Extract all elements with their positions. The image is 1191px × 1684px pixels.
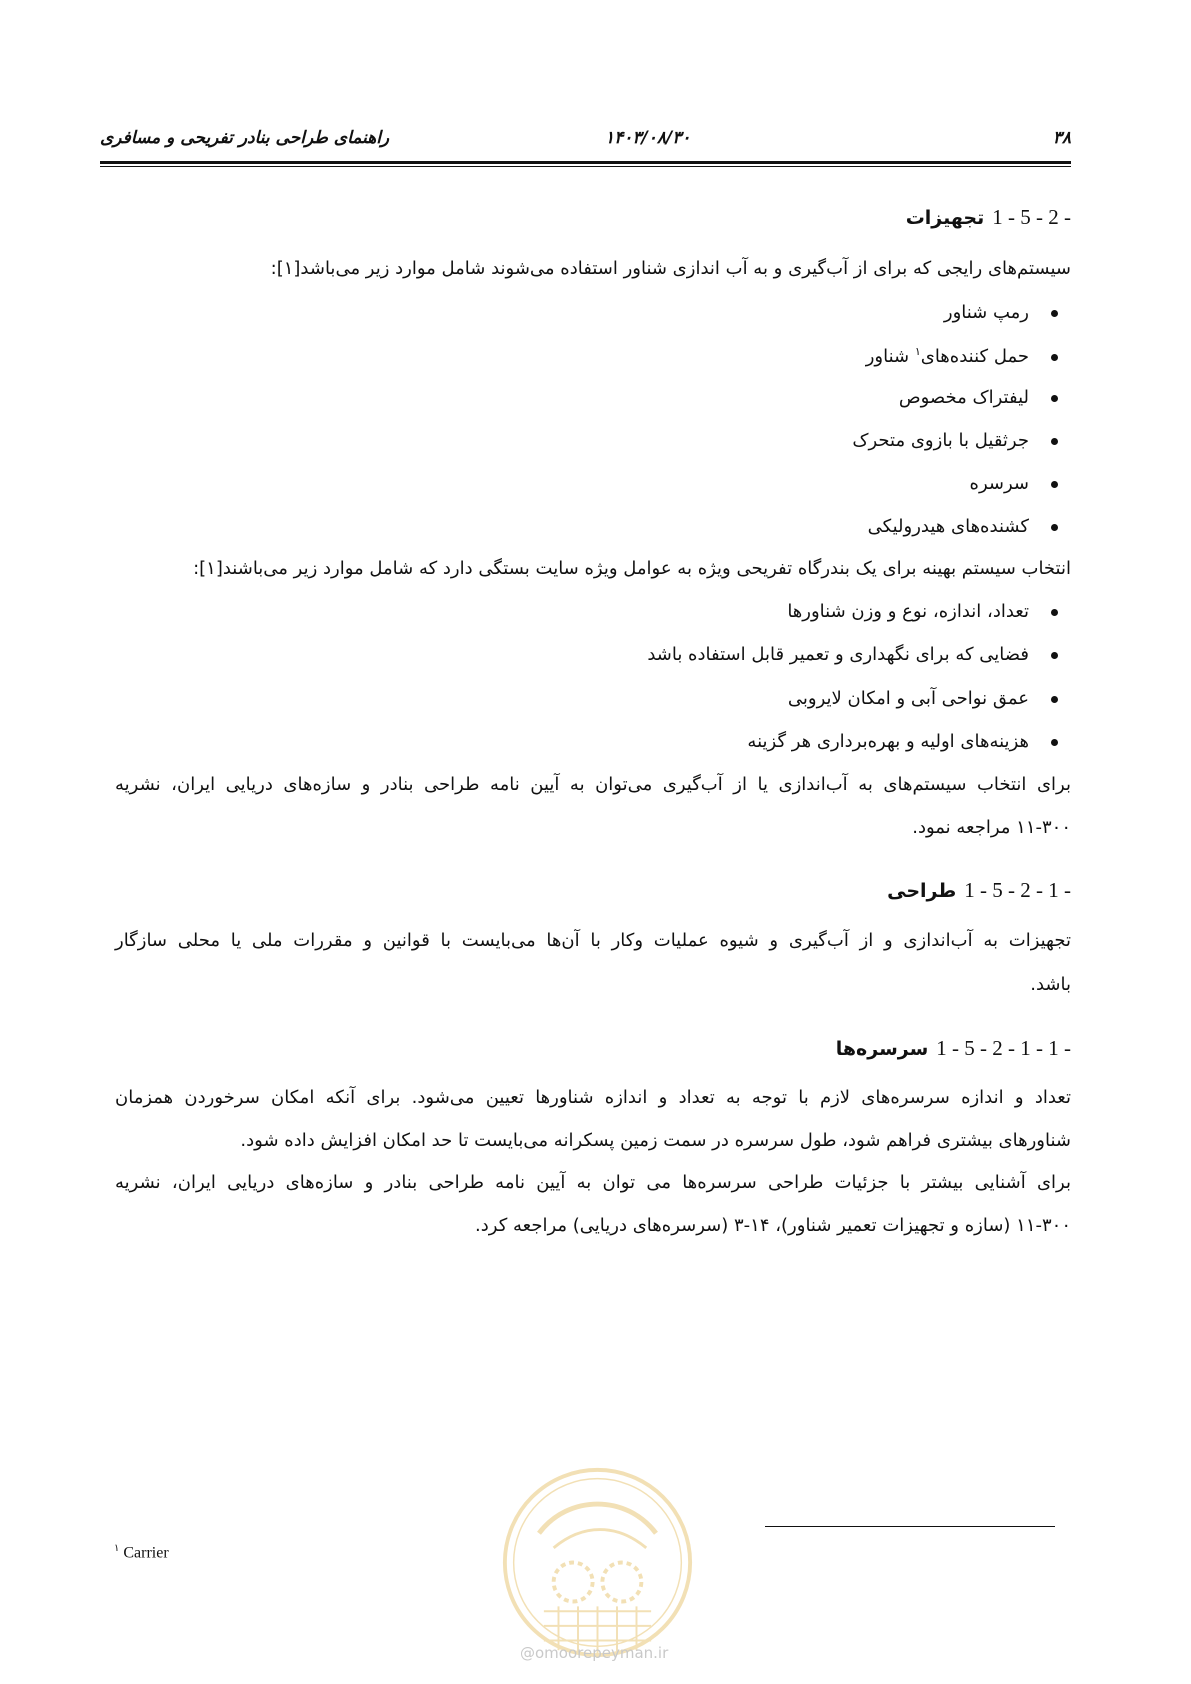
paragraph-line: تجهیزات به آب‌اندازی و از آب‌گیری و شیوه عملیات وکار با آن‌ها می‌بایست با قوانین و مقررات ملی یا محلی سازگار (115, 930, 1071, 951)
bullet-icon (1051, 438, 1058, 445)
list-item: کشنده‌های هیدرولیکی (868, 516, 1058, 537)
bullet-icon (1051, 354, 1058, 361)
paragraph-line: ۱۱-۳۰۰ مراجعه نمود. (912, 817, 1071, 838)
section-number: 1 - 5 - 2 - (992, 205, 1071, 229)
bullet-icon (1051, 524, 1058, 531)
section-heading-design (887, 878, 1071, 903)
list-item: هزینه‌های اولیه و بهره‌برداری هر گزینه (747, 731, 1058, 752)
list-item: فضایی که برای نگهداری و تعمیر قابل استفاده باشد (647, 644, 1058, 665)
header-rule-thin (100, 166, 1071, 167)
paragraph-line: باشد. (1030, 974, 1071, 995)
bullet-icon (1051, 739, 1058, 746)
watermark-logo (500, 1465, 695, 1660)
bullet-icon (1051, 395, 1058, 402)
bullet-icon (1051, 652, 1058, 659)
page-header (100, 128, 1071, 154)
footnote-rule (765, 1526, 1055, 1527)
footnote (114, 1543, 169, 1562)
paragraph-line: ۱۱-۳۰۰ (سازه و تجهیزات تعمیر شناور)، ۱۴-۳ (سرسره‌های دریایی) مراجعه کرد. (475, 1215, 1071, 1236)
list-item: سرسره (970, 473, 1058, 494)
bullet-icon (1051, 696, 1058, 703)
section-heading-slides (836, 1036, 1071, 1061)
watermark-text: @omoorepeyman.ir (520, 1644, 669, 1662)
list-item: حمل کننده‌های$^۱$ شناور (866, 345, 1058, 367)
bullet-icon (1051, 609, 1058, 616)
bullet-icon (1051, 481, 1058, 488)
list-item: جرثقیل با بازوی متحرک (852, 430, 1058, 451)
footnote-mark: ۱ (114, 1543, 120, 1554)
page-number: ۳۸ (1052, 128, 1071, 148)
header-date: ۱۴۰۳/۰۸/۳۰ (605, 128, 691, 148)
section-heading-equipment (906, 205, 1071, 230)
equipment-intro: سیستم‌های رایجی که برای از آب‌گیری و به آب اندازی شناور استفاده می‌شوند شامل موارد زیر می‌باشد[۱]: (270, 258, 1071, 279)
list-item: رمپ شناور (944, 302, 1058, 323)
paragraph-line: تعداد و اندازه سرسره‌های لازم با توجه به تعداد و اندازه شناورها تعیین می‌شود. برای آنکه امکان سرخوردن همزمان (115, 1087, 1071, 1108)
section-title: طراحی (887, 880, 957, 902)
list-item: عمق نواحی آبی و امکان لایروبی (788, 688, 1058, 709)
paragraph-line: شناورهای بیشتری فراهم شود، طول سرسره در سمت زمین پسکرانه می‌بایست تا حد امکان افزایش داده شود. (240, 1130, 1071, 1151)
paragraph-line: برای آشنایی بیشتر با جزئیات طراحی سرسره‌ها می توان به آیین نامه طراحی بنادر و سازه‌های دریایی ایران، نشریه (115, 1172, 1071, 1193)
section-title: سرسره‌ها (835, 1038, 929, 1060)
book-title: راهنمای طراحی بنادر تفریحی و مسافری (100, 128, 390, 148)
list-item: تعداد، اندازه، نوع و وزن شناورها (787, 601, 1058, 622)
section-number: 1 - 5 - 2 - 1 - (964, 878, 1071, 902)
footnote-ref: ۱ (914, 345, 921, 358)
paragraph-line: برای انتخاب سیستم‌های به آب‌اندازی یا از آب‌گیری می‌توان به آیین نامه طراحی بنادر و سازه‌های دریایی ایران، نشریه (115, 774, 1071, 795)
list-item: لیفتراک مخصوص (899, 387, 1058, 408)
bullet-icon (1051, 310, 1058, 317)
header-rule-thick (100, 161, 1071, 164)
selection-intro: انتخاب سیستم بهینه برای یک بندرگاه تفریحی ویژه به عوامل ویژه سایت بستگی دارد که شامل موارد زیر می‌باشند[۱]: (193, 558, 1071, 579)
section-title: تجهیزات (905, 207, 985, 229)
section-number: 1 - 5 - 2 - 1 - 1 - (936, 1036, 1071, 1060)
footnote-text: Carrier (123, 1544, 169, 1562)
